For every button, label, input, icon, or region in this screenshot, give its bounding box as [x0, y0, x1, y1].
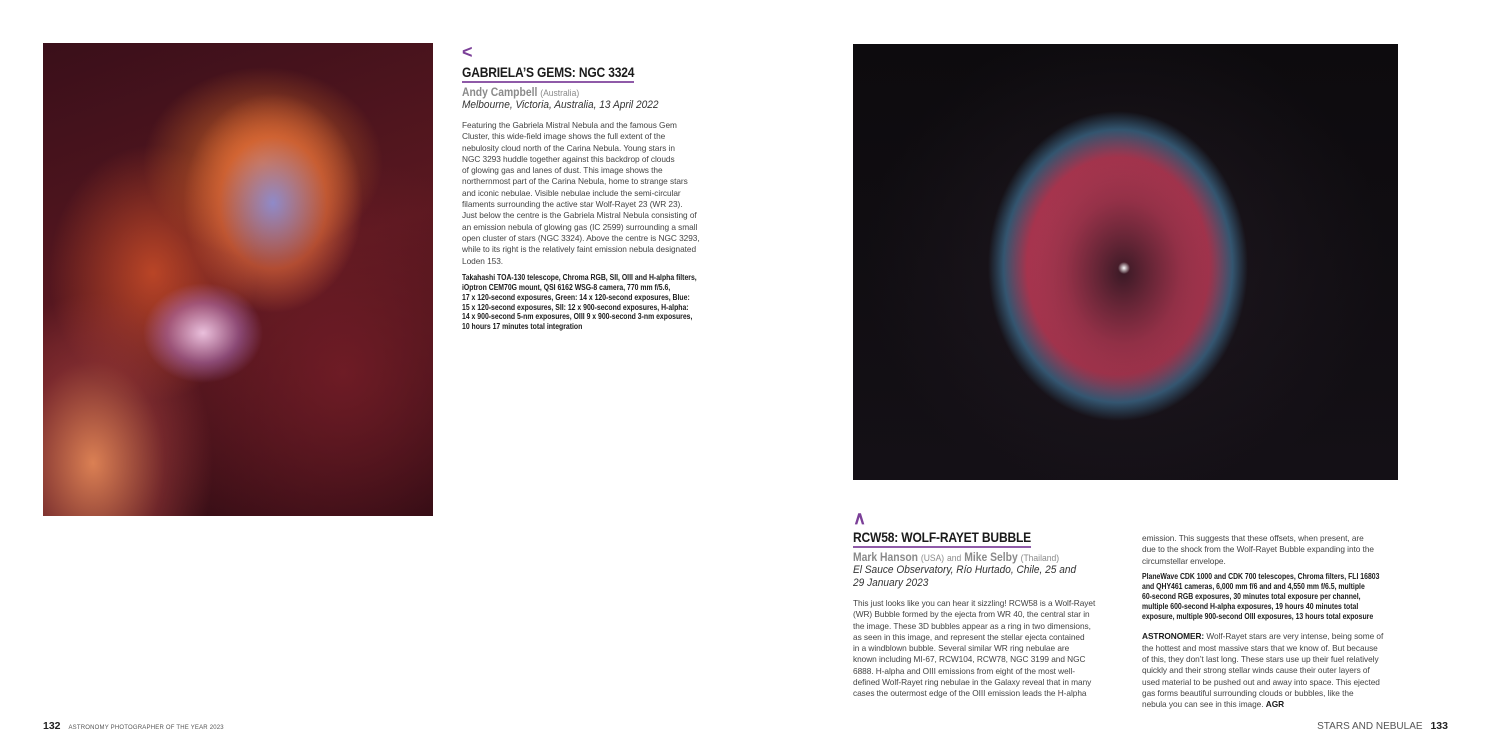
- photographer-name: Mark Hanson: [853, 552, 918, 564]
- text-line: gas forms beautiful surrounding clouds or bubbles, like the: [1142, 687, 1354, 698]
- text-line: emission. This suggests that these offsets, when present, are: [1142, 533, 1364, 543]
- text-line: PlaneWave CDK 1000 and CDK 700 telescopes, Chroma filters, FLI 16803: [1142, 570, 1380, 581]
- text-line: 14 x 900-second 5-nm exposures, OIII 9 x 900-second 3-nm exposures,: [462, 311, 693, 322]
- page-number: 132: [43, 720, 61, 732]
- article-title: RCW58: WOLF-RAYET BUBBLE: [853, 529, 1031, 548]
- right-article-col2: [1142, 533, 1439, 711]
- text-line: multiple 600-second H-alpha exposures, 19 hours 40 minutes total: [1142, 600, 1359, 611]
- text-line: (WR) Bubble formed by the ejecta from WR 40, the central star in: [853, 609, 1090, 620]
- chevron-left-icon: <: [462, 42, 473, 62]
- rcw58-photo: [853, 44, 1398, 480]
- photographer-country: (Australia): [540, 88, 580, 99]
- text-line: used material to be pushed out and away into space. This ejected: [1142, 676, 1380, 687]
- photographer-credit: [462, 87, 726, 99]
- text-line: and iconic nebulae. Visible nebulae include the semi-circular: [462, 187, 681, 198]
- text-line: 10 hours 17 minutes total integration: [462, 321, 583, 332]
- text-line: an emission nebula of glowing gas (IC 2599) surrounding a small: [462, 221, 698, 232]
- technical-details: [462, 273, 755, 332]
- text-line: 17 x 120-second exposures, Green: 14 x 120-second exposures, Blue:: [462, 291, 690, 302]
- photographer-name: Mike Selby: [964, 552, 1018, 564]
- page-number: 133: [1430, 720, 1448, 732]
- text-line: NGC 3293 huddle together against this backdrop of clouds: [462, 153, 675, 164]
- signature: AGR: [1265, 699, 1285, 710]
- left-footer: [43, 720, 224, 732]
- gabrielas-gems-photo: [43, 43, 433, 516]
- chevron-up-icon: ∧: [853, 508, 867, 528]
- text-line: in a windblown bubble. Several similar WR ring nebulae are: [853, 643, 1070, 654]
- text-line: Just below the centre is the Gabriela Mistral Nebula consisting of: [462, 210, 697, 221]
- and-text: and: [947, 553, 962, 564]
- text-line: Cluster, this wide-field image shows the full extent of the: [462, 131, 666, 142]
- astronomer-label: ASTRONOMER:: [1142, 631, 1205, 642]
- text-line: 15 x 120-second exposures, SII: 12 x 900-second exposures, H-alpha:: [462, 301, 689, 312]
- text-line: while to its right is the relatively faint emission nebula designated: [462, 244, 697, 255]
- book-title: ASTRONOMY PHOTOGRAPHER OF THE YEAR 2023: [68, 725, 224, 731]
- text-line: of this, they don’t last long. These stars use up their fuel relatively: [1142, 654, 1379, 665]
- text-line: exposure, multiple 900-second OIII exposures, 13 hours total exposure: [1142, 610, 1374, 621]
- text-line: the image. These 3D bubbles appear as a ring in two dimensions,: [853, 620, 1091, 631]
- right-footer: [1317, 720, 1448, 732]
- text-line: 6888. H-alpha and OIII emissions from eight of the most well-: [853, 665, 1075, 676]
- text-line: defined Wolf-Rayet ring nebulae in the Galaxy reveal that in many: [853, 677, 1092, 688]
- text-line: Takahashi TOA-130 telescope, Chroma RGB, SII, OIII and H-alpha filters,: [462, 271, 697, 282]
- text-line: northernmost part of the Carina Nebula, home to strange stars: [462, 176, 688, 187]
- text-line: circumstellar envelope.: [1142, 555, 1226, 566]
- photographer-country: (USA): [920, 553, 945, 564]
- text-line: cases the outermost edge of the OIII emission leads the H-alpha: [853, 688, 1087, 699]
- photo-location-line: El Sauce Observatory, Río Hurtado, Chile, 25 and: [853, 564, 1077, 576]
- article-body-continued: [1142, 533, 1439, 567]
- photographer-country: (Thailand): [1020, 553, 1060, 564]
- text-line: filaments surrounding the active star Wolf-Rayet 23 (WR 23).: [462, 199, 683, 210]
- text-line: of glowing gas and lanes of dust. This image shows the: [462, 165, 663, 176]
- text-line: This just looks like you can hear it sizzling! RCW58 is a Wolf-Rayet: [853, 598, 1096, 608]
- article-title: GABRIELA’S GEMS: NGC 3324: [462, 64, 634, 83]
- left-article: [462, 44, 755, 332]
- article-body: [462, 120, 755, 267]
- text-line: the hottest and most massive stars that we know of. But because: [1142, 642, 1378, 653]
- text-line: quickly and their strong stellar winds cause their outer layers of: [1142, 665, 1370, 676]
- photographer-name: Andy Campbell: [462, 87, 538, 99]
- text-line: and QHY461 cameras, 6,000 mm f/6 and and 4,550 mm f/6.5, multiple: [1142, 580, 1365, 591]
- photographer-credit: [853, 552, 1071, 564]
- text-line: as seen in this image, and represent the stellar ejecta contained: [853, 631, 1085, 642]
- article-body: [853, 598, 1096, 700]
- text-line: iOptron CEM70G mount, QSI 6162 WSG-8 camera, 770 mm f/5.6,: [462, 281, 671, 292]
- comment-line: Wolf-Rayet stars are very intense, being some of: [1206, 631, 1384, 642]
- text-line: nebulosity cloud north of the Carina Nebula. Young stars in: [462, 142, 675, 153]
- photo-location-line: 29 January 2023: [853, 577, 929, 589]
- text-line: known including MI-67, RCW104, RCW78, NGC 3199 and NGC: [853, 654, 1086, 665]
- text-line: Featuring the Gabriela Mistral Nebula and the famous Gem: [462, 120, 677, 130]
- right-article: [853, 510, 1096, 700]
- text-line: due to the shock from the Wolf-Rayet Bubble expanding into the: [1142, 544, 1374, 555]
- text-line: open cluster of stars (NGC 3324). Above the centre is NGC 3293,: [462, 232, 700, 243]
- text-line: Loden 153.: [462, 255, 504, 266]
- text-line: 60-second RGB exposures, 30 minutes total exposure per channel,: [1142, 590, 1361, 601]
- photo-location: Melbourne, Victoria, Australia, 13 April 2022: [462, 99, 659, 111]
- astronomer-comment: [1142, 631, 1439, 710]
- comment-line: nebula you can see in this image.: [1142, 699, 1264, 710]
- section-title: STARS AND NEBULAE: [1317, 721, 1423, 732]
- technical-details: [1142, 572, 1439, 622]
